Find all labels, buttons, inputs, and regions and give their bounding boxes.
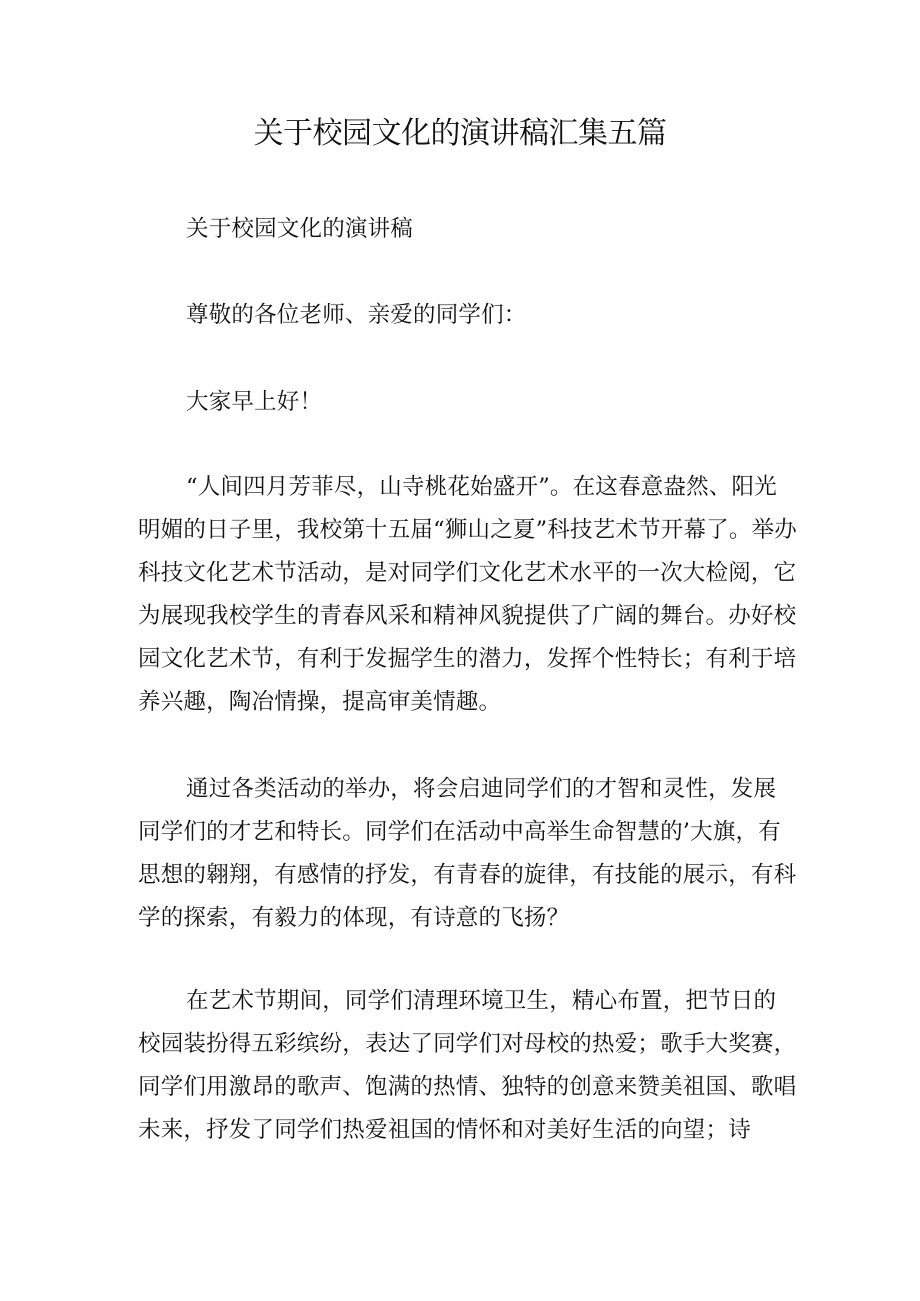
paragraph-3: 在艺术节期间，同学们清理环境卫生，精心布置，把节日的校园装扮得五彩缤纷，表达了同学们对母校的热爱；歌手大奖赛，同学们用激昂的歌声、饱满的热情、独特的创意来赞美祖国、歌唱未来，抒发了同学们热爱祖国的情怀和对美好生活的向望；诗 (138, 988, 797, 1143)
greeting: 大家早上好！ (186, 389, 323, 415)
paragraph-1: “人间四月芳菲尽，山寺桃花始盛开”。在这春意盎然、阳光明媚的日子里，我校第十五届“狮山之夏”科技艺术节开幕了。举办科技文化艺术节活动，是对同学们文化艺术水平的一次大检阅，它为展现我校学生的青春风采和精神风貌提供了广阔的舞台。办好校园文化艺术节，有利于发掘学生的潜力，发挥个性特长；有利于培养兴趣，陶冶情操，提高审美情趣。 (138, 474, 798, 715)
document-title: 关于校园文化的演讲稿汇集五篇 (253, 116, 667, 151)
speech-subtitle: 关于校园文化的演讲稿 (186, 216, 414, 242)
salutation: 尊敬的各位老师、亲爱的同学们： (186, 302, 527, 328)
paragraph-2: 通过各类活动的举办，将会启迪同学们的才智和灵性，发展同学们的才艺和特长。同学们在活动中高举生命智慧的’大旗，有思想的翱翔，有感情的抒发，有青春的旋律，有技能的展示，有科学的探索，有毅力的体现，有诗意的飞扬？ (138, 776, 797, 931)
